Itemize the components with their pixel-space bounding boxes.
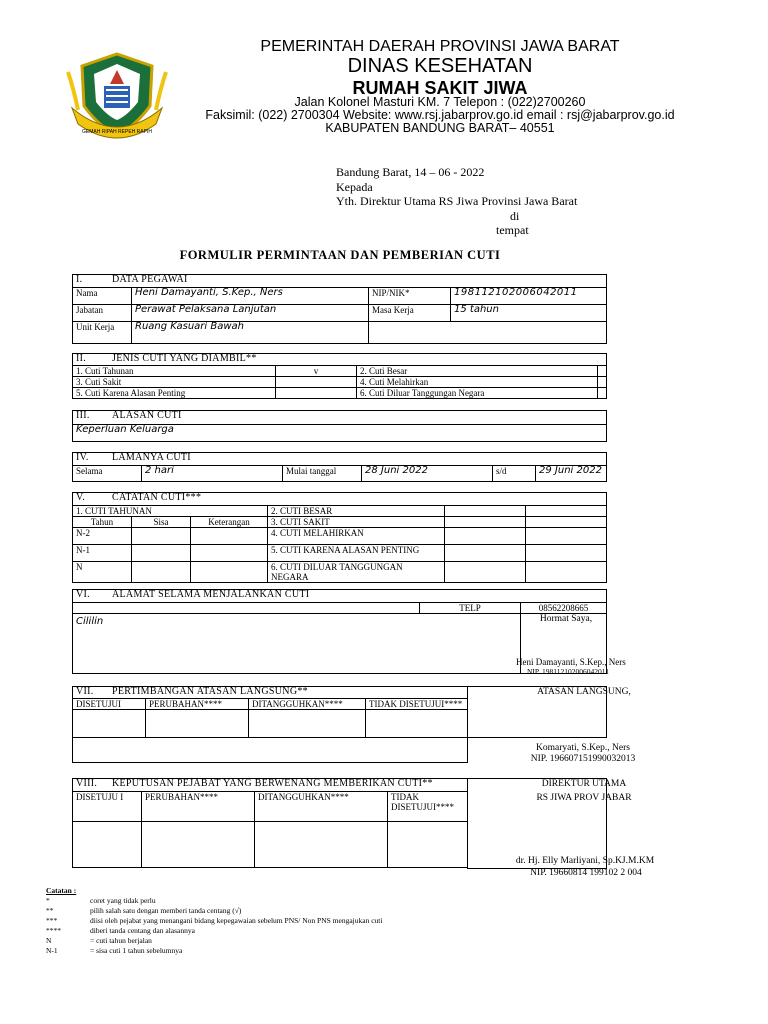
header-contact: Faksimil: (022) 2700304 Website: www.rsj.jabarprov.go.id email : rsj@jabarprov.go.id [205,108,675,122]
row-n: N [73,562,132,583]
header-district: KABUPATEN BANDUNG BARAT– 40551 [325,121,555,135]
cuti-tahunan-check[interactable]: v [276,366,357,377]
note-item: N = cuti tahun berjalan [46,936,152,945]
logo-motto: GEMAH RIPAH REPEH RAPIH [82,129,152,135]
cuti-alasan-penting-check[interactable] [276,388,357,399]
col-ditangguhkan: DITANGGUHKAN**** [255,792,388,822]
notes [46,886,382,956]
perubahan-cell[interactable] [142,822,255,868]
letter-di: di [510,208,520,223]
catatan-cuti-diluar-tanggungan: 6. CUTI DILUAR TANGGUNGAN NEGARA [268,562,445,583]
cuti-melahirkan-option: 4. Cuti Melahirkan [357,377,598,388]
letter-date: Bandung Barat, 14 – 06 - 2022 [336,165,485,179]
col-disetujui: DISETUJU I [73,792,142,822]
section-jenis-cuti [72,353,607,399]
note-item: N-1 = sisa cuti 1 tahun sebelumnya [46,946,183,955]
section-header: VI. ALAMAT SELAMA MENJALANKAN CUTI [73,590,607,603]
disetujui-cell[interactable] [73,710,146,738]
header-address: Jalan Kolonel Masturi KM. 7 Telepon : (022)2700260 [294,95,586,109]
header-department: DINAS KESEHATAN [347,55,533,77]
header-government: PEMERINTAH DAERAH PROVINSI JAWA BARAT [260,38,620,55]
section-alasan-cuti [72,410,607,442]
hormat-saya: Hormat Saya, [539,614,593,624]
note-item: ** pilih salah satu dengan memberi tanda centang (√) [46,906,242,915]
section-lamanya-cuti [72,452,607,482]
note-item: * coret yang tidak perlu [46,896,156,905]
col-tidak-disetujui: TIDAK DISETUJUI**** [366,699,468,710]
selama-label: Selama [73,466,142,482]
sd-label: s/d [493,466,536,482]
perubahan-cell[interactable] [146,710,249,738]
cuti-sakit-check[interactable] [276,377,357,388]
unit-kerja-label: Unit Kerja [73,322,132,344]
applicant-name: Heni Damayanti, S.Kep., Ners [516,657,626,667]
section-header: II. JENIS CUTI YANG DIAMBIL** [73,354,607,366]
cuti-besar-option: 2. Cuti Besar [357,366,598,377]
note-item: **** diberi tanda centang dan alasannya [46,926,195,935]
tidak-disetujui-cell[interactable] [388,822,468,868]
form-title: FORMULIR PERMINTAAN DAN PEMBERIAN CUTI [179,248,501,262]
ditangguhkan-cell[interactable] [249,710,366,738]
masa-kerja-field[interactable]: 15 tahun [451,305,607,322]
section-header: III. ALASAN CUTI [73,411,607,425]
cuti-sakit-option: 3. Cuti Sakit [73,377,276,388]
row-n2: N-2 [73,528,132,545]
nip-field[interactable]: 198112102006042011 [451,288,607,305]
letter-kepada: Kepada [336,179,373,194]
disetujui-cell[interactable] [73,822,142,868]
row-n1: N-1 [73,545,132,562]
direktur-institution: RS JIWA PROV JABAR [536,793,632,803]
col-keterangan: Keterangan [191,517,268,528]
atasan-name: Komaryati, S.Kep., Ners [536,743,630,753]
nama-label: Nama [73,288,132,305]
section-catatan-cuti [72,492,607,583]
section-keputusan [72,778,607,869]
unit-kerja-field[interactable]: Ruang Kasuari Bawah [132,322,369,344]
note-item: *** diisi oleh pejabat yang menangani bidang kepegawaian sebelum PNS/ Non PNS mengajukan cuti [46,916,383,925]
masa-kerja-label: Masa Kerja [369,305,451,322]
section-header: IV. LAMANYA CUTI [73,453,607,466]
applicant-nip: NIP. 198112102006042011 [527,667,609,676]
jabatan-field[interactable]: Perawat Pelaksana Lanjutan [132,305,369,322]
tidak-disetujui-cell[interactable] [366,710,468,738]
col-ditangguhkan: DITANGGUHKAN**** [249,699,366,710]
letter-recipient: Yth. Direktur Utama RS Jiwa Provinsi Jawa Barat [336,194,578,208]
direktur-name: dr. Hj. Elly Marliyani, Sp.KJ.M.KM [515,856,655,866]
header-hospital: RUMAH SAKIT JIWA [352,78,528,98]
cuti-tahunan-option: 1. Cuti Tahunan [73,366,276,377]
telp-field[interactable]: 08562208665 [521,603,607,614]
cuti-alasan-penting-option: 5. Cuti Karena Alasan Penting [73,388,276,399]
atasan-nip: NIP. 196607151990032013 [530,754,636,764]
cuti-tahunan-label: 1. CUTI TAHUNAN [73,506,268,517]
col-disetujui: DISETUJUI [73,699,146,710]
alasan-cuti-field[interactable]: Keperluan Keluarga [73,425,607,442]
catatan-cuti-alasan-penting: 5. CUTI KARENA ALASAN PENTING [268,545,445,562]
nama-field[interactable]: Heni Damayanti, S.Kep., Ners [132,288,369,305]
col-perubahan: PERUBAHAN**** [142,792,255,822]
ditangguhkan-cell[interactable] [255,822,388,868]
mulai-label: Mulai tanggal [283,466,362,482]
col-tahun: Tahun [73,517,132,528]
section-header: V. CATATAN CUTI*** [73,493,607,506]
direktur-role: DIREKTUR UTAMA [541,779,627,789]
direktur-nip: NIP. 19660814 199102 2 004 [530,868,642,878]
sd-field[interactable]: 29 Juni 2022 [536,466,607,482]
cuti-besar-check[interactable] [598,366,607,377]
catatan-cuti-melahirkan: 4. CUTI MELAHIRKAN [268,528,445,545]
telp-label: TELP [420,603,521,614]
letter-block [336,165,577,238]
catatan-cuti-besar: 2. CUTI BESAR [268,506,445,517]
mulai-field[interactable]: 28 Juni 2022 [362,466,493,482]
col-perubahan: PERUBAHAN**** [146,699,249,710]
cuti-melahirkan-check[interactable] [598,377,607,388]
col-sisa: Sisa [132,517,191,528]
nip-label: NIP/NIK* [369,288,451,305]
section-header: VIII. KEPUTUSAN PEJABAT YANG BERWENANG MEMBERIKAN CUTI** [73,779,468,792]
section-header: I. DATA PEGAWAI [73,275,607,288]
cuti-diluar-tanggungan-check[interactable] [598,388,607,399]
col-tidak-disetujui: TIDAK DISETUJUI**** [388,792,468,822]
section-header: VII. PERTIMBANGAN ATASAN LANGSUNG** [73,687,468,699]
jabatan-label: Jabatan [73,305,132,322]
section-data-pegawai [72,274,607,344]
cuti-diluar-tanggungan-option: 6. Cuti Diluar Tanggungan Negara [357,388,598,399]
letter-tempat: tempat [496,223,529,237]
alamat-field[interactable]: Cililin [73,614,521,674]
jabar-logo [64,50,170,144]
catatan-cuti-sakit: 3. CUTI SAKIT [268,517,445,528]
notes-title: Catatan : [46,886,77,895]
atasan-role: ATASAN LANGSUNG, [537,687,631,697]
selama-field[interactable]: 2 hari [142,466,283,482]
